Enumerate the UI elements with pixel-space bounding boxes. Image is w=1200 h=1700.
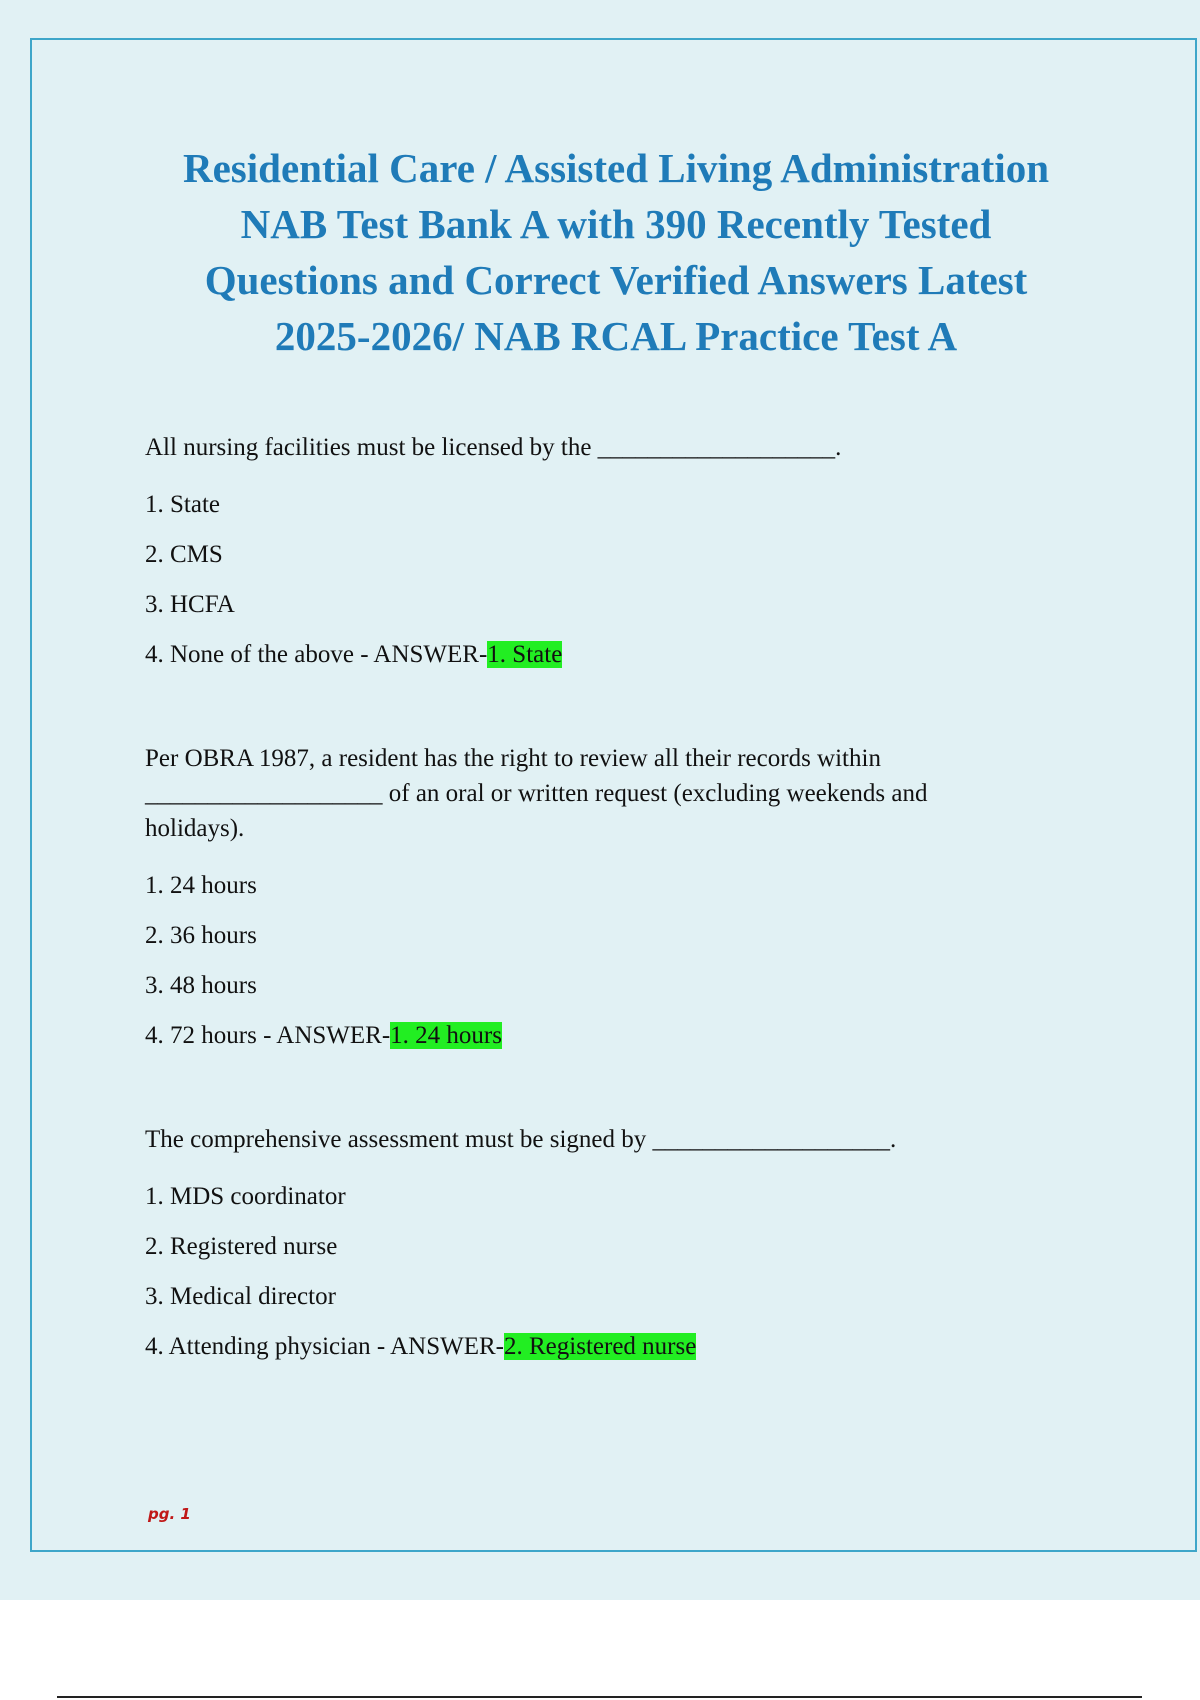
question-stem bbox=[145, 1122, 1045, 1157]
page-number: pg. 1 bbox=[148, 1505, 191, 1523]
answer-highlight: 1. 24 hours bbox=[390, 1022, 502, 1049]
document-title bbox=[110, 140, 1122, 364]
option-1: 1. State bbox=[145, 491, 220, 518]
option-3: 3. HCFA bbox=[145, 591, 235, 618]
answer-separator: - ANSWER- bbox=[353, 641, 488, 668]
title-line: Residential Care / Assisted Living Administration bbox=[182, 145, 1050, 191]
question-stem bbox=[145, 741, 1045, 846]
option-2: 2. CMS bbox=[145, 541, 223, 568]
option-4-with-answer bbox=[145, 1016, 1045, 1066]
stem-line: holidays). bbox=[145, 815, 245, 842]
bottom-divider bbox=[57, 1696, 1142, 1698]
option-2: 2. Registered nurse bbox=[145, 1233, 338, 1260]
option-3: 3. Medical director bbox=[145, 1283, 336, 1310]
stem-line: All nursing facilities must be licensed by the ___________________. bbox=[145, 434, 842, 461]
answer-highlight: 1. State bbox=[487, 641, 563, 668]
option-4-with-answer bbox=[145, 1327, 1045, 1377]
question-3 bbox=[145, 1122, 1045, 1377]
option-4-with-answer bbox=[145, 635, 1045, 685]
stem-line: Per OBRA 1987, a resident has the right to review all their records within bbox=[145, 745, 881, 772]
option-4: 4. None of the above bbox=[145, 641, 354, 668]
question-list bbox=[145, 430, 1045, 1433]
question-1 bbox=[145, 430, 1045, 685]
option-1: 1. MDS coordinator bbox=[145, 1183, 346, 1210]
answer-separator: - ANSWER- bbox=[370, 1333, 504, 1360]
answer-highlight: 2. Registered nurse bbox=[504, 1333, 697, 1360]
option-4: 4. Attending physician bbox=[145, 1333, 371, 1360]
option-3: 3. 48 hours bbox=[145, 972, 257, 999]
question-2 bbox=[145, 741, 1045, 1066]
title-line: Questions and Correct Verified Answers Latest bbox=[204, 257, 1028, 303]
question-stem bbox=[145, 430, 1045, 465]
option-4: 4. 72 hours bbox=[145, 1022, 257, 1049]
option-1: 1. 24 hours bbox=[145, 872, 257, 899]
option-2: 2. 36 hours bbox=[145, 922, 257, 949]
title-line: 2025-2026/ NAB RCAL Practice Test A bbox=[274, 313, 958, 359]
title-line: NAB Test Bank A with 390 Recently Tested bbox=[240, 201, 992, 247]
stem-line: ___________________ of an oral or written request (excluding weekends and bbox=[145, 780, 928, 807]
answer-separator: - ANSWER- bbox=[256, 1022, 391, 1049]
stem-line: The comprehensive assessment must be signed by ___________________. bbox=[145, 1126, 897, 1153]
